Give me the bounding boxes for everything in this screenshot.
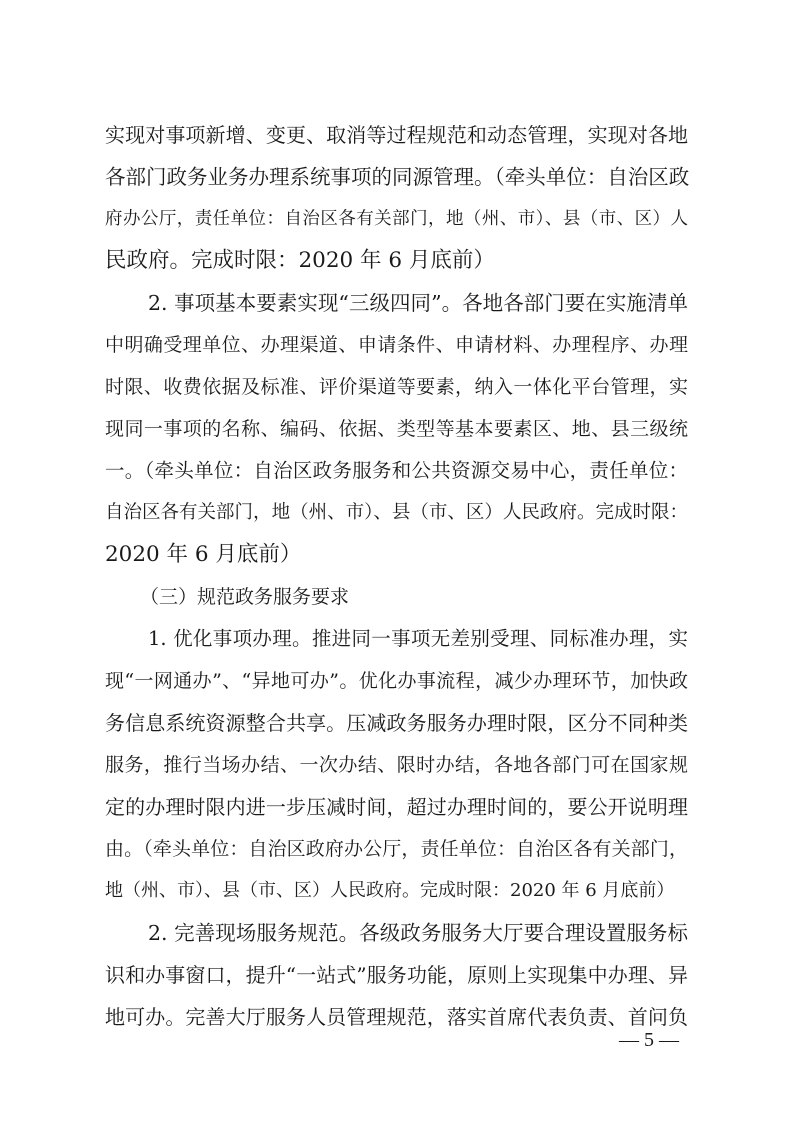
- paragraph-start-line: 1. 优化事项办理。推进同一事项无差别受理、同标准办理，实: [148, 627, 688, 650]
- body-text-line: 服务，推行当场办结、一次办结、限时办结，各地各部门可在国家规: [105, 754, 688, 776]
- paragraph-start-line: 2. 完善现场服务规范。各级政务服务大厅要合理设置服务标: [148, 921, 688, 945]
- paragraph-start-line: 2. 事项基本要素实现“三级四同”。各地各部门要在实施清单: [148, 291, 688, 315]
- body-text-line: 现“一网通办”、“异地可办”。优化办事流程，减少办理环节，加快政: [105, 670, 688, 692]
- body-text-line: 时限、收费依据及标准、评价渠道等要素，纳入一体化平台管理，实: [105, 376, 688, 398]
- body-text-line: 识和办事窗口，提升“一站式”服务功能，原则上实现集中办理、异: [105, 963, 688, 987]
- section-heading: （三）规范政务服务要求: [140, 586, 350, 608]
- body-text-line: 自治区各有关部门，地（州、市）、县（市、区）人民政府。完成时限：: [105, 502, 688, 523]
- body-text-line: 由。（牵头单位：自治区政府办公厅，责任单位：自治区各有关部门，: [105, 838, 688, 860]
- body-text-line: 现同一事项的名称、编码、依据、类型等基本要素区、地、县三级统: [105, 418, 688, 440]
- body-text-line: 各部门政务业务办理系统事项的同源管理。（牵头单位：自治区政: [105, 165, 690, 189]
- body-text-line: 府办公厅，责任单位：自治区各有关部门，地（州、市）、县（市、区）人: [105, 209, 688, 229]
- body-text-line: 中明确受理单位、办理渠道、申请条件、申请材料、办理程序、办理: [105, 334, 688, 356]
- body-text-line: 地可办。完善大厅服务人员管理规范，落实首席代表负责、首问负: [105, 1005, 688, 1029]
- body-text-line: 定的办理时限内进一步压减时间，超过办理时间的，要公开说明理: [105, 795, 688, 819]
- body-text-line: 实现对事项新增、变更、取消等过程规范和动态管理，实现对各地: [105, 123, 688, 147]
- body-text-line: 民政府。完成时限：2020 年 6 月底前）: [105, 248, 495, 273]
- page-number: — 5 —: [619, 1029, 679, 1051]
- body-text-line: 务信息系统资源整合共享。压减政务服务办理时限，区分不同种类: [105, 711, 688, 735]
- body-text-line: 地（州、市）、县（市、区）人民政府。完成时限：2020 年 6 月底前）: [105, 880, 675, 901]
- body-text-line: 一。（牵头单位：自治区政务服务和公共资源交易中心，责任单位：: [105, 459, 688, 482]
- body-text-line: 2020 年 6 月底前）: [105, 542, 302, 567]
